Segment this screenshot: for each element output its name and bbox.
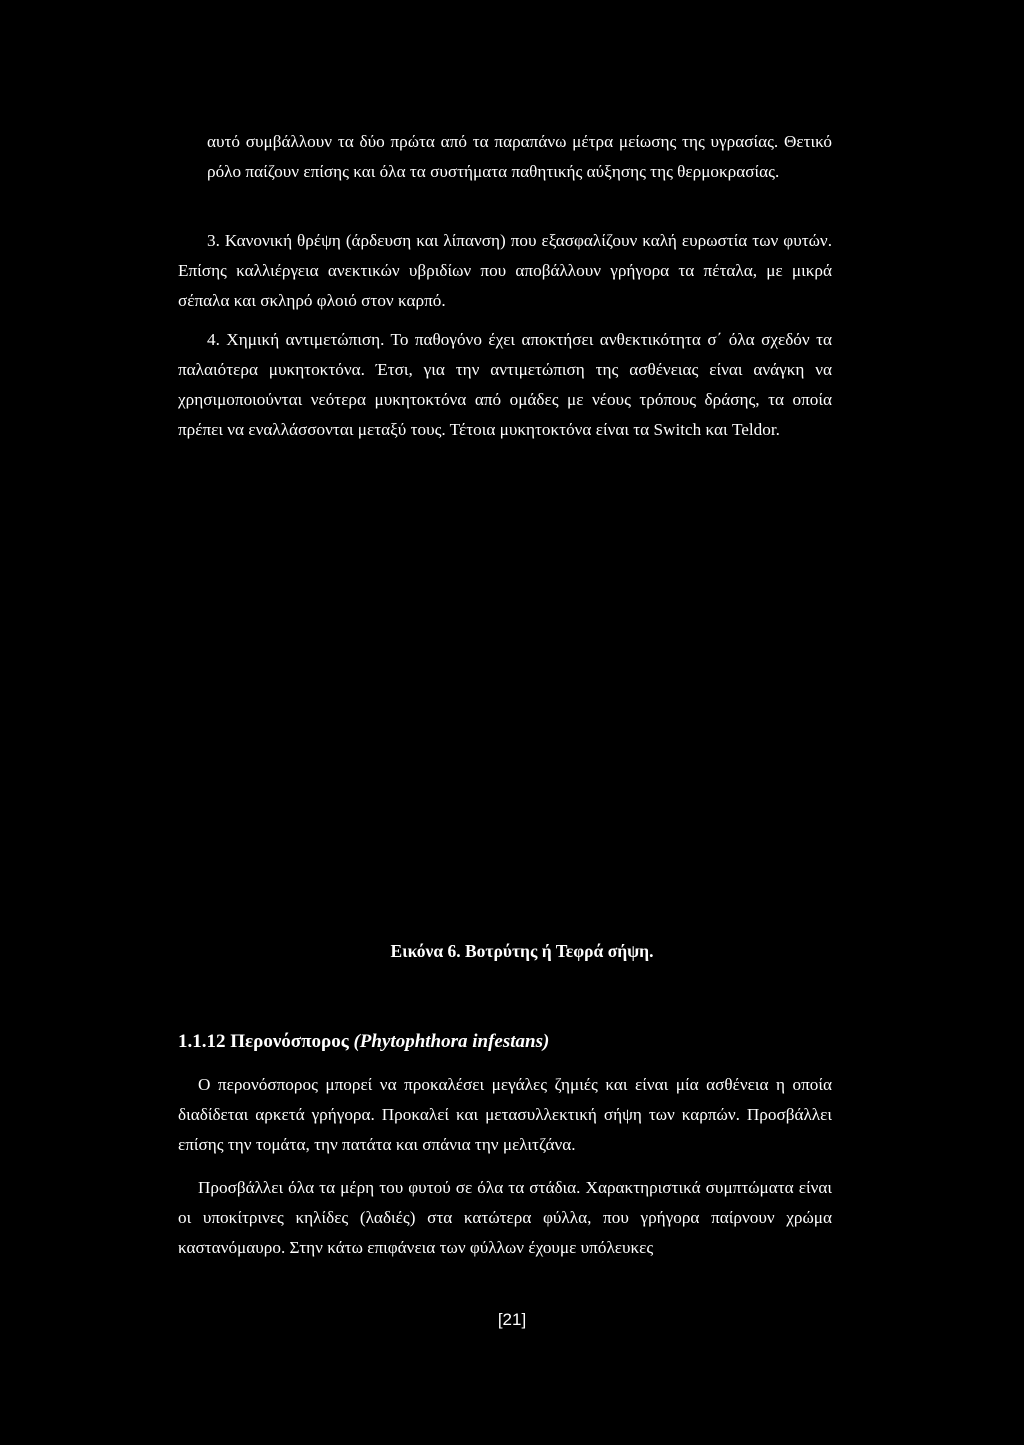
paragraph-item-4-chemical-control: 4. Χημική αντιμετώπιση. Το παθογόνο έχει αποκτήσει ανθεκτικότητα σ΄ όλα σχεδόν τα παλαιότερα μυκητοκτόνα. Έτσι, για την αντιμετώπιση της ασθένειας είναι ανάγκη να χρησιμοποιούνται νεότερα μυκητοκτόνα από ομάδες με νέους τρόπους δράσης, τα οποία πρέπει να εναλλάσσονται μεταξύ τους. Τέτοια μυκητοκτόνα είναι τα Switch και Teldor. <box>178 330 832 439</box>
paragraph-humidity-reduction: αυτό συμβάλλουν τα δύο πρώτα από τα παραπάνω μέτρα μείωσης της υγρασίας. Θετικό ρόλο παίζουν επίσης και όλα τα συστήματα παθητικής αύξησης της θερμοκρασίας. <box>207 132 832 181</box>
page-number: [21] <box>497 1310 527 1329</box>
section-number: 1.1.12 <box>178 1031 226 1052</box>
figure-image-area <box>207 480 832 920</box>
section-latin-name: (Phytophthora infestans) <box>353 1031 550 1052</box>
figure-caption: Εικόνα 6. Βοτρύτης ή Τεφρά σήψη. <box>390 941 654 961</box>
paragraph-late-blight-symptoms: Προσβάλλει όλα τα μέρη του φυτού σε όλα τα στάδια. Χαρακτηριστικά συμπτώματα είναι οι υποκίτρινες κηλίδες (λαδιές) στα κατώτερα φύλλα, που γρήγορα παίρνουν χρώμα καστανόμαυρο. Στην κάτω επιφάνεια των φύλλων έχουμε υπόλευκες <box>178 1178 832 1257</box>
paragraph-item-3-nutrition: 3. Κανονική θρέψη (άρδευση και λίπανση) που εξασφαλίζουν καλή ευρωστία των φυτών. Επίσης καλλιέργεια ανεκτικών υβριδίων που αποβάλλουν γρήγορα τα πέταλα, με μικρά σέπαλα και σκληρό φλοιό στον καρπό. <box>178 231 832 310</box>
section-heading <box>178 1027 838 1057</box>
section-title: Περονόσπορος <box>230 1031 349 1052</box>
paragraph-late-blight-intro: Ο περονόσπορος μπορεί να προκαλέσει μεγάλες ζημιές και είναι μία ασθένεια η οποία διαδίδεται αρκετά γρήγορα. Προκαλεί και μετασυλλεκτική σήψη των καρπών. Προσβάλλει επίσης την τομάτα, την πατάτα και σπάνια την μελιτζάνα. <box>178 1075 832 1154</box>
